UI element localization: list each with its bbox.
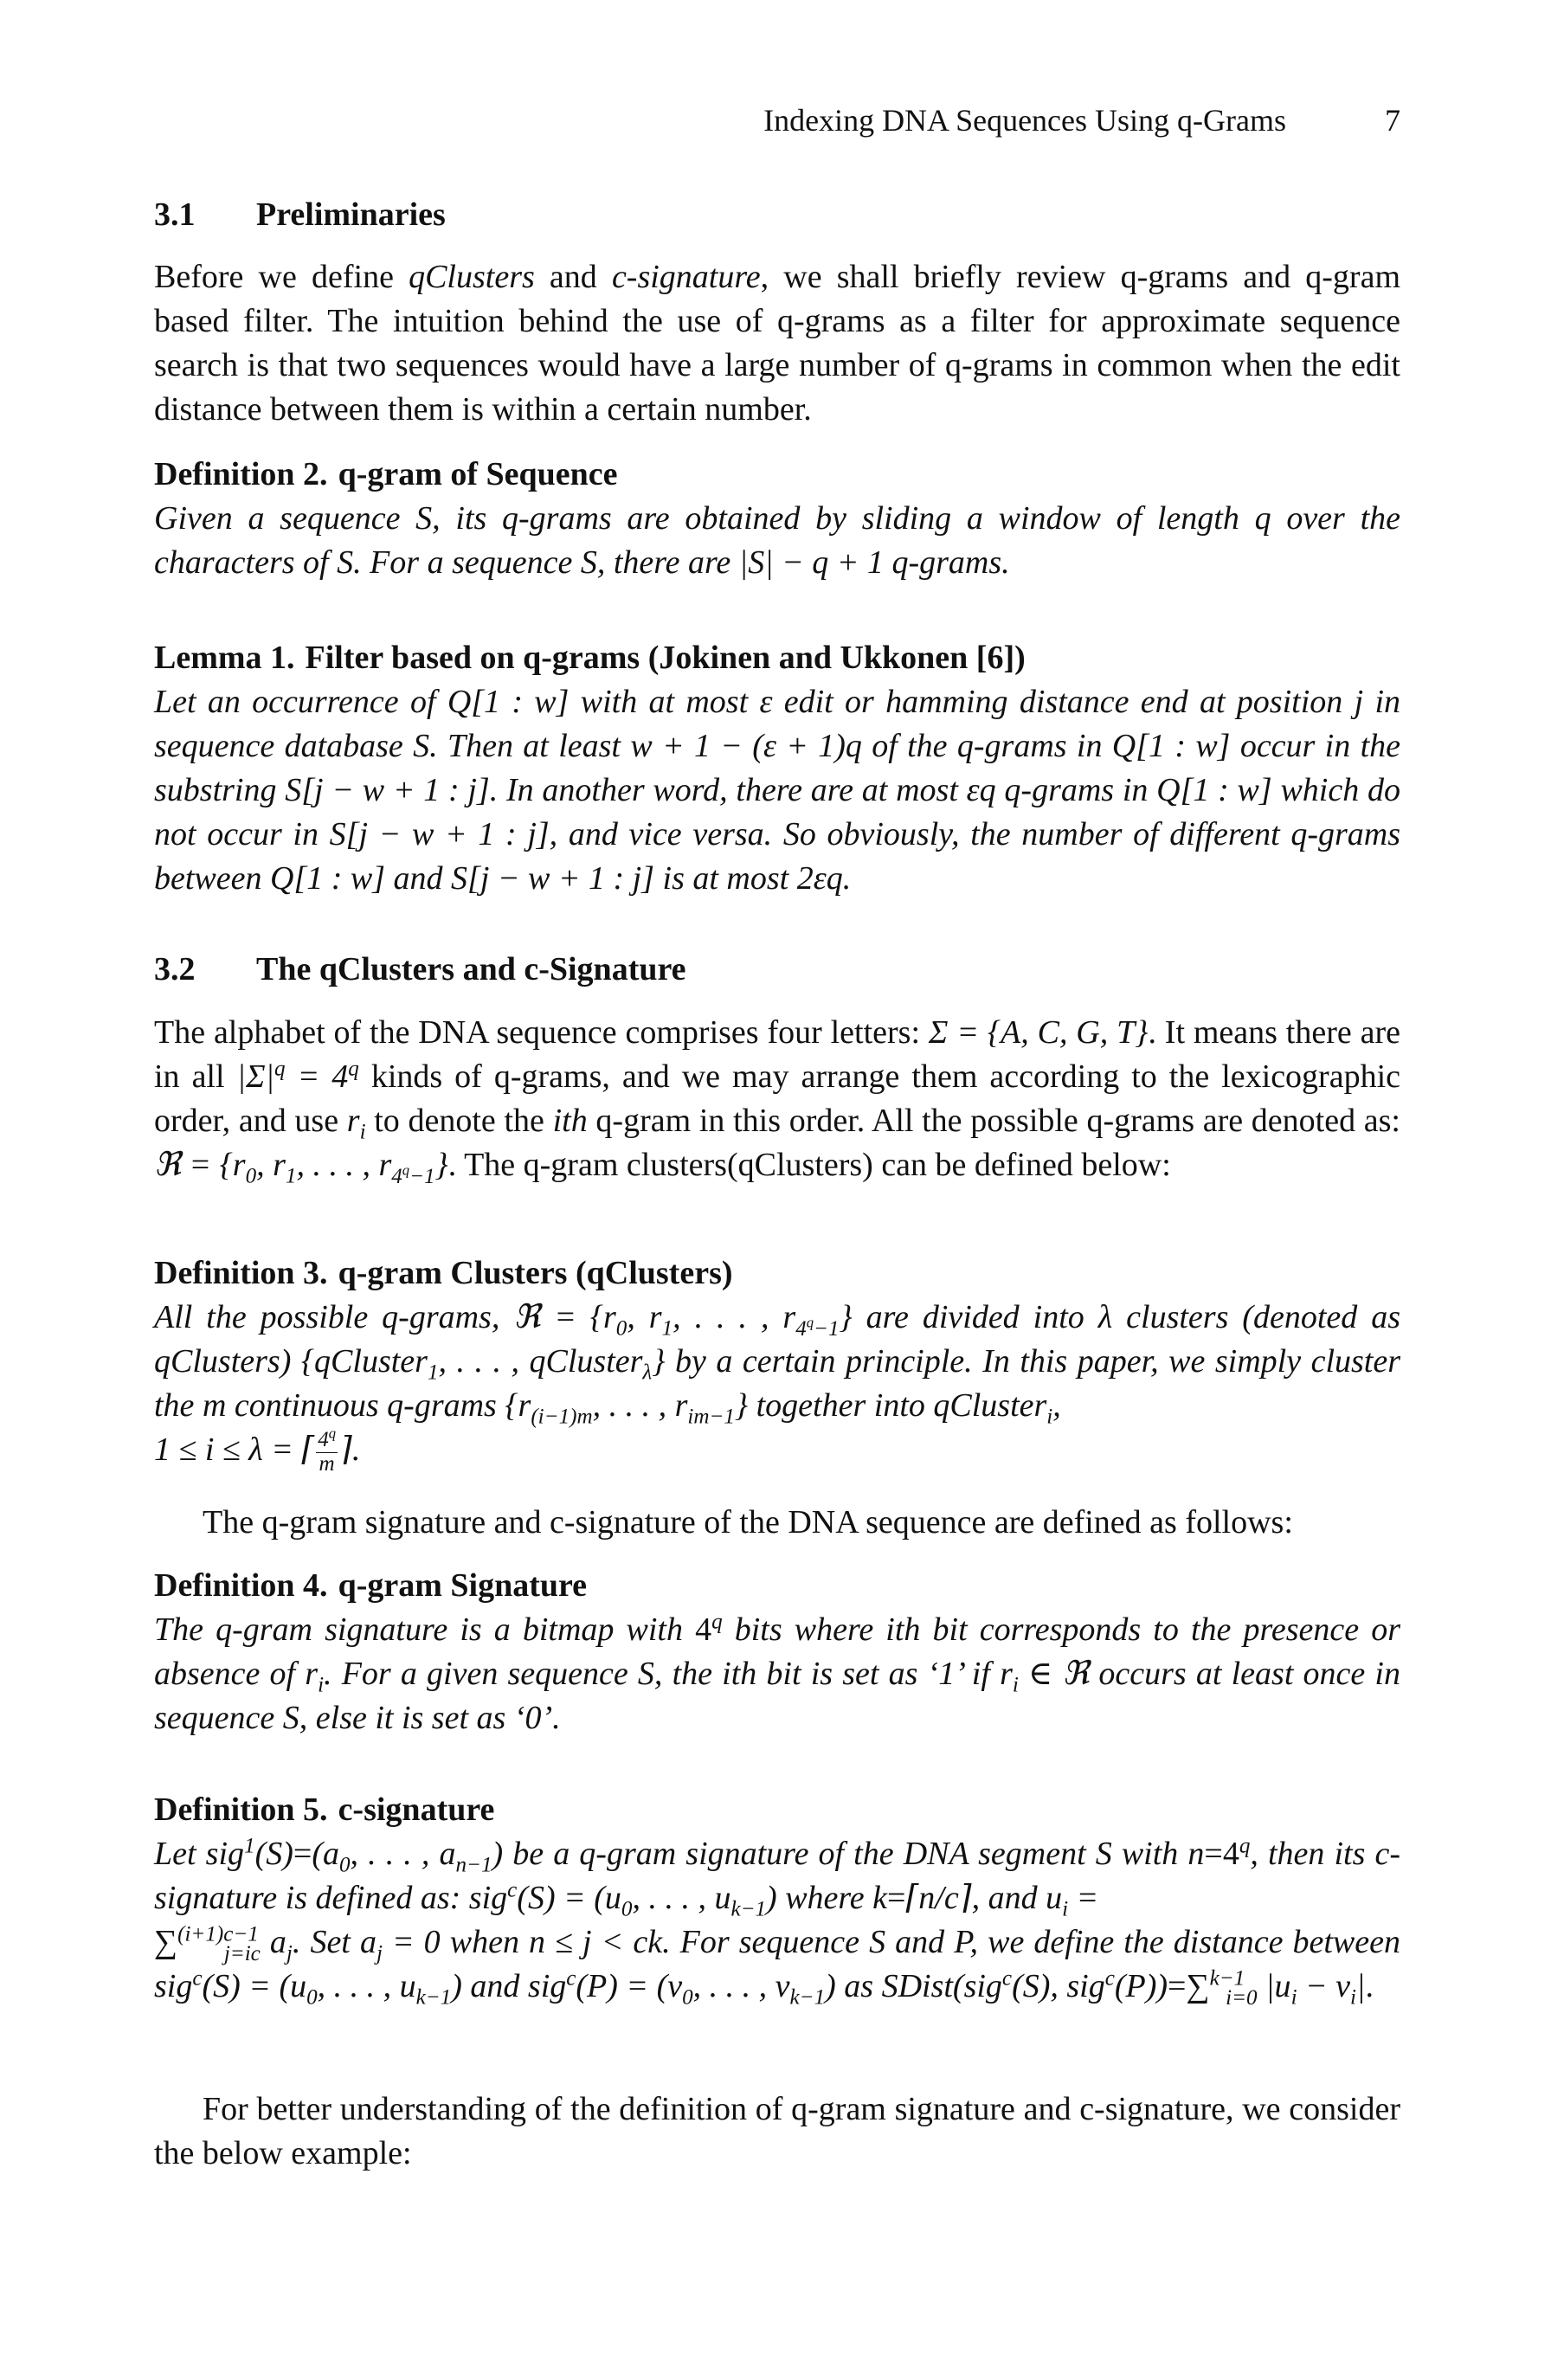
lemma-body: Let an occurrence of Q[1 : w] with at most ε edit or hamming distance end at position j in sequence database S. Then at least w + 1 − (ε + 1)q of the q-grams in Q[1 : w] occur in the substring S[j − w + 1 : j]. In another word, there are at most εq q-grams in Q[1 : w] which do not occur in S[j − w + 1 : j], and vice versa. So obviously, the number of different q-grams between Q[1 : w] and S[j − w + 1 : j] is at most 2εq. <box>154 684 1400 897</box>
page-number: 7 <box>1385 103 1400 138</box>
section-number: 3.2 <box>154 951 196 987</box>
running-title: Indexing DNA Sequences Using q-Grams <box>763 103 1286 138</box>
definition-2 <box>154 453 1400 585</box>
section-title: Preliminaries <box>256 196 446 233</box>
section-title: The qClusters and c-Signature <box>256 951 686 987</box>
closing-paragraph: For better understanding of the definition of q-gram signature and c-signature, we consider the below example: <box>154 2091 1400 2171</box>
definition-title: Definition 4. q-gram Signature <box>154 1567 588 1604</box>
section-heading-3-1 <box>154 196 446 234</box>
definition-title: Definition 5. c-signature <box>154 1791 495 1828</box>
definition-4 <box>154 1564 1400 1740</box>
qclusters-paragraph: The alphabet of the DNA sequence comprises four letters: Σ = {A, C, G, T}. It means there are in all $|\Sigma|^q = 4^q$ kinds of q-grams, and we may arrange them according to the lexicographic order, and use $r_i$ to denote the ith q-gram in this order. All the possible q-grams are denoted as: ℜ = {$r_0$, $r_1$, . . . , $r_{4^q-1}$}. The q-gram clusters(qClusters) can be defined below: <box>154 1014 1400 1188</box>
section-number: 3.1 <box>154 196 196 233</box>
definition-body: Let $sig^1(S)=(a_0$, . . . , $a_{n-1}$) be a q-gram signature of the DNA segment S with $n=4^q$, then its c-signature is defined as: $sig^c(S) = (u_0$, . . . , $u_{k-1}$) where k=⌈n/c⌉, and $u_i$ = ∑$^{(i+1)c-1}_{j=ic}$ $a_j$. Set $a_j = 0$ when n ≤ j < ck. For sequence S and P, we define the distance between $sig^c(S) = (u_0$, . . . , $u_{k-1}$) and $sig^c(P) = (v_0$, . . . , $v_{k-1}$) as SDist(sig$^c$(S), sig$^c$(P))=∑$^{k-1}_{i=0}$ $|u_i - v_i|$. <box>154 1834 1401 2010</box>
definition-body: The q-gram signature is a bitmap with 4$^q$ bits where ith bit corresponds to the presence or absence of $r_i$. For a given sequence S, the ith bit is set as ‘1’ if $r_i$ ∈ ℜ occurs at least once in sequence S, else it is set as ‘0’. <box>154 1610 1400 1736</box>
section-heading-3-2 <box>154 950 686 988</box>
definition-5 <box>154 1788 1400 2009</box>
running-header <box>154 102 1400 145</box>
transition-paragraph: The q-gram signature and c-signature of the DNA sequence are defined as follows: <box>203 1504 1293 1541</box>
definition-body: All the possible q-grams, ℜ = {$r_0$, $r_1$, . . . , $r_{4^q-1}$} are divided into λ clusters (denoted as qClusters) {qCluster$_1$, . . . , qCluster$_\lambda$} by a certain principle. In this paper, we simply cluster the m continuous q-grams {$r_{(i-1)m}$, . . . , $r_{im-1}$} together into qCluster$_i$, 1 ≤ i ≤ λ = ⌈ $\frac{4^q}{m}$ ⌉. <box>154 1299 1400 1476</box>
definition-body: Given a sequence S, its q-grams are obtained by sliding a window of length q over the characters of S. For a sequence S, there are |S| − q + 1 q-grams. <box>154 500 1400 581</box>
definition-title: Definition 3. q-gram Clusters (qClusters) <box>154 1255 733 1291</box>
definition-3 <box>154 1251 1400 1476</box>
definition-title: Definition 2. q-gram of Sequence <box>154 456 618 492</box>
lemma-1 <box>154 636 1400 901</box>
lemma-title: Lemma 1. Filter based on q-grams (Jokinen and Ukkonen [6]) <box>154 640 1026 676</box>
preliminaries-paragraph: Before we define qClusters and c-signature, we shall briefly review q-grams and q-gram based filter. The intuition behind the use of q-grams as a filter for approximate sequence search is that two sequences would have a large number of q-grams in common when the edit distance between them is within a certain number. <box>154 259 1400 428</box>
